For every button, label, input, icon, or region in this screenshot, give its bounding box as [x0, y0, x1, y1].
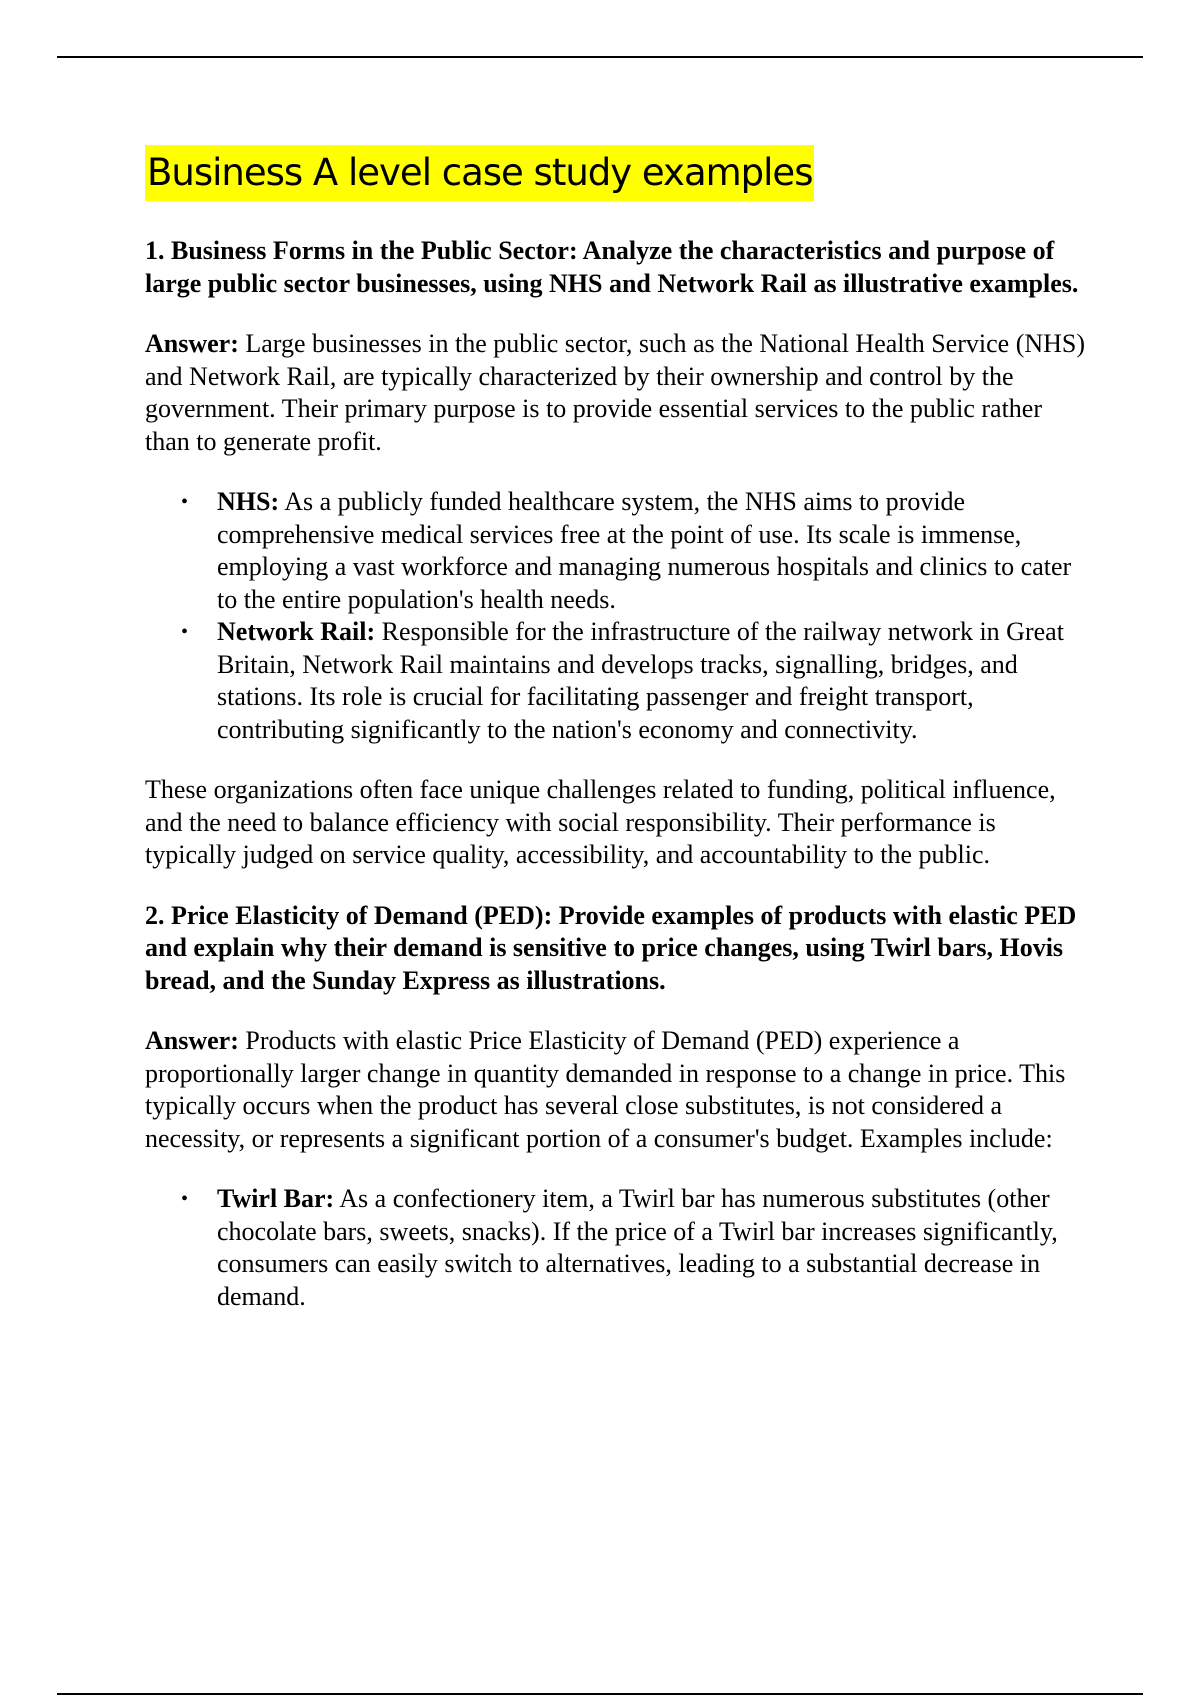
- answer-2: [145, 1025, 1090, 1155]
- bullet-text: Responsible for the infrastructure of the railway network in Great Britain, Network Rail maintains and develops tracks, signalling, bridges, and stations. Its role is crucial for facilitating passenger and freight transport, contributing significantly to the nation's economy and connectivity.: [217, 617, 1064, 744]
- question-2: 2. Price Elasticity of Demand (PED): Provide examples of products with elastic PED and explain why their demand is sensitive to price changes, using Twirl bars, Hovis bread, and the Sunday Express as illustrations.: [145, 900, 1077, 995]
- bullet-label: NHS:: [217, 487, 280, 516]
- list-item-nhs: [181, 486, 1090, 616]
- answer-label: Answer:: [145, 329, 239, 358]
- list-item-twirl-bar: [181, 1183, 1090, 1313]
- bullet-list-1: [145, 486, 1090, 746]
- answer-label: Answer:: [145, 1026, 239, 1055]
- list-item-network-rail: [181, 616, 1090, 746]
- bullet-icon: •: [181, 491, 189, 513]
- bullet-icon: •: [181, 621, 189, 643]
- document-body: [145, 145, 1090, 1341]
- bullet-label: Network Rail:: [217, 617, 376, 646]
- bullet-text: As a publicly funded healthcare system, the NHS aims to provide comprehensive medical services free at the point of use. Its scale is immense, employing a vast workforce and managing numerous hospitals and clinics to cater to the entire population's health needs.: [217, 487, 1072, 614]
- header-rule: [57, 56, 1143, 58]
- title-block: [145, 145, 1090, 205]
- bullet-icon: •: [181, 1188, 189, 1210]
- page-title: Business A level case study examples: [145, 145, 814, 201]
- bullet-text: As a confectionery item, a Twirl bar has numerous substitutes (other chocolate bars, sweets, snacks). If the price of a Twirl bar increases significantly, consumers can easily switch to alternatives, leading to a substantial decrease in demand.: [217, 1184, 1058, 1311]
- answer-text: Products with elastic Price Elasticity of Demand (PED) experience a proportionally larger change in quantity demanded in response to a change in price. This typically occurs when the product has several close substitutes, is not considered a necessity, or represents a significant portion of a consumer's budget. Examples include:: [145, 1026, 1066, 1153]
- answer-text: Large businesses in the public sector, such as the National Health Service (NHS) and Network Rail, are typically characterized by their ownership and control by the government. Their primary purpose is to provide essential services to the public rather than to generate profit.: [145, 329, 1086, 456]
- answer-1: [145, 328, 1090, 458]
- footer-rule: [57, 1693, 1143, 1695]
- question-1: 1. Business Forms in the Public Sector: Analyze the characteristics and purpose of large public sector businesses, using NHS and Network Rail as illustrative examples.: [145, 236, 1079, 298]
- bullet-label: Twirl Bar:: [217, 1184, 335, 1213]
- closing-paragraph-1: These organizations often face unique challenges related to funding, political influence, and the need to balance efficiency with social responsibility. Their performance is typically judged on service quality, accessibility, and accountability to the public.: [145, 775, 1056, 869]
- bullet-list-2: [145, 1183, 1090, 1313]
